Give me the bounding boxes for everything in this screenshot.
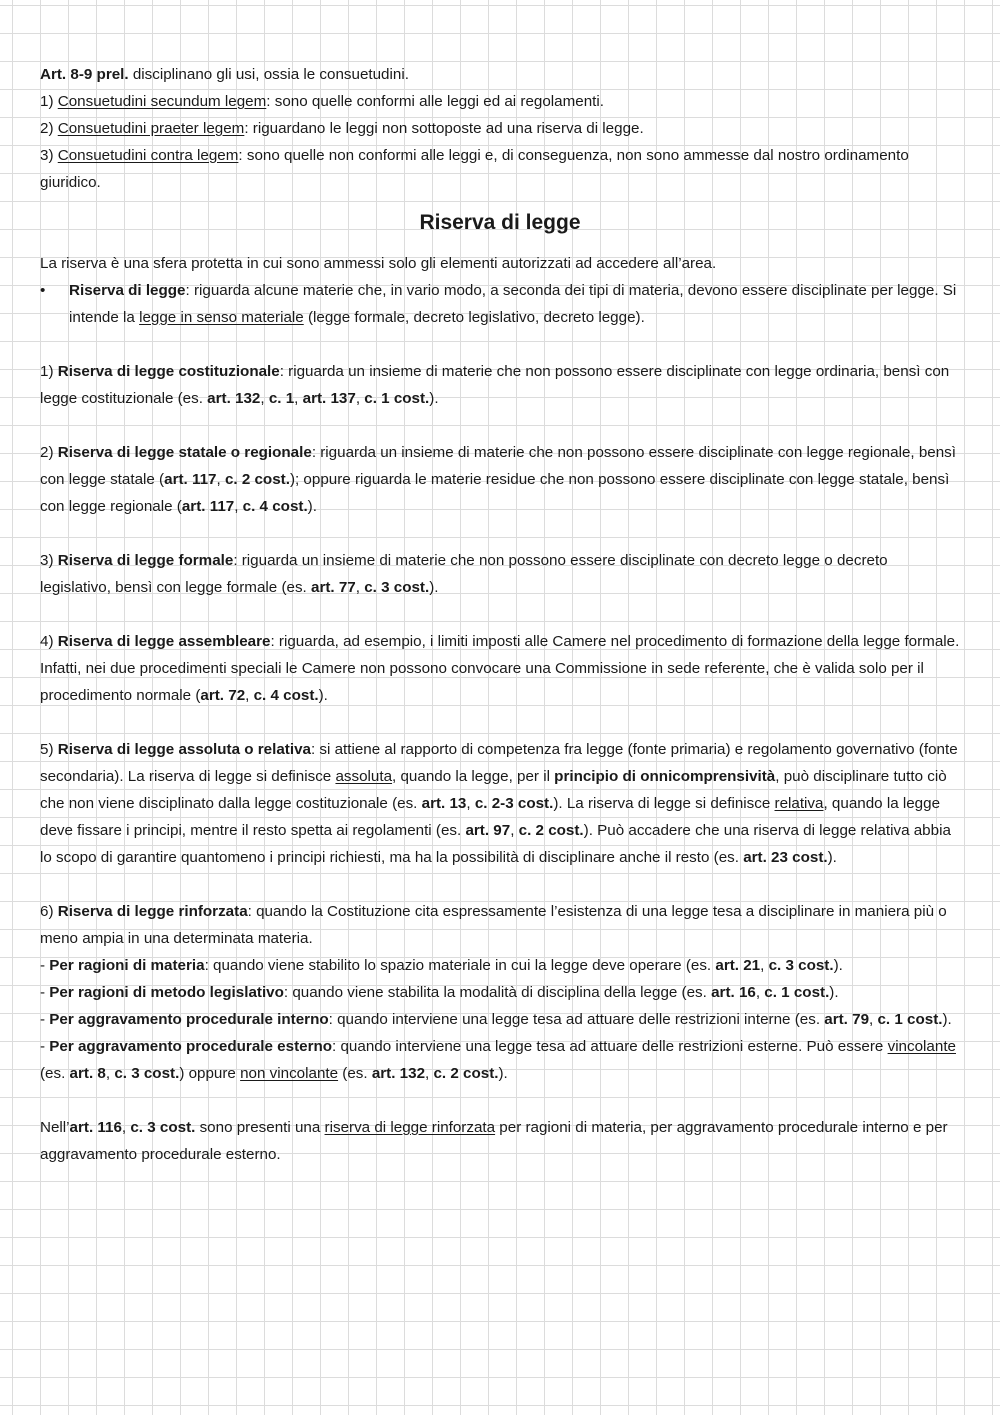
sep: ,: [760, 957, 769, 974]
text: : quando la Costituzione cita espressamente l’esistenza di una legge tesa a disciplinare in maniera più o meno ampia in una determinata materia.: [40, 903, 947, 947]
number: 2): [40, 120, 58, 137]
bullet-item-riserva: [40, 277, 960, 331]
text: (legge formale, decreto legislativo, decreto legge).: [303, 309, 645, 326]
term-underlined: vincolante: [887, 1038, 956, 1055]
text: ).: [829, 984, 839, 1001]
paragraph-definition: La riserva è una sfera protetta in cui sono ammessi solo gli elementi autorizzati ad accedere all’area.: [40, 255, 717, 272]
item-consuetudini-contra: [40, 142, 960, 196]
number: 6): [40, 903, 58, 920]
sep: ,: [355, 579, 365, 596]
dash: -: [40, 984, 50, 1001]
sub-item-materia: [40, 952, 960, 979]
sub-item-metodo: [40, 979, 960, 1006]
term-underlined: riserva di legge rinforzata: [324, 1119, 496, 1136]
text: : sono quelle conformi alle leggi ed ai regolamenti.: [266, 93, 604, 110]
item-consuetudini-secundum: [40, 88, 960, 115]
section-3-formale: [40, 547, 960, 601]
section-1-costituzionale: [40, 358, 960, 412]
sep: ,: [355, 390, 365, 407]
spacer: [40, 871, 960, 898]
ref: c. 2 cost.: [224, 471, 290, 488]
text: : quando interviene una legge tesa ad attuare delle restrizioni esterne. Può essere: [332, 1038, 888, 1055]
section-4-assembleare: [40, 628, 960, 709]
term-underlined: assoluta: [335, 768, 393, 785]
section-2-statale-regionale: [40, 439, 960, 520]
term: Riserva di legge assembleare: [57, 633, 271, 650]
text: ).: [942, 1011, 952, 1028]
term: Riserva di legge costituzionale: [57, 363, 280, 380]
text: : riguarda un insieme di materie che non possono essere disciplinate con legge regionale, bensì con legge statale (: [40, 444, 956, 488]
term: Riserva di legge formale: [57, 552, 234, 569]
term-underlined: relativa: [774, 795, 824, 812]
sep: ,: [510, 822, 519, 839]
ref: c. 1 cost.: [364, 390, 430, 407]
term: Per aggravamento procedurale esterno: [49, 1038, 333, 1055]
term: Riserva di legge rinforzata: [57, 903, 248, 920]
text: sono presenti una: [195, 1119, 325, 1136]
item-consuetudini-praeter: [40, 115, 960, 142]
sep: ,: [425, 1065, 434, 1082]
ref: art. 137: [302, 390, 356, 407]
sep: ,: [466, 795, 475, 812]
dash: -: [40, 957, 50, 974]
spacer: [40, 520, 960, 547]
term: Consuetudini secundum legem: [57, 93, 267, 110]
text: : riguarda alcune materie che, in vario modo, a seconda dei tipi di materia, devono essere disciplinate per legge. Si intende la: [69, 282, 957, 326]
ref: c. 2 cost.: [433, 1065, 499, 1082]
sep: ,: [294, 390, 303, 407]
number: 1): [40, 363, 58, 380]
ref: c. 4 cost.: [242, 498, 308, 515]
sep: ,: [216, 471, 225, 488]
document-page: [40, 61, 960, 1168]
ref: art. 23 cost.: [743, 849, 828, 866]
ref: art. 117: [164, 471, 217, 488]
ref: art. 97: [465, 822, 511, 839]
text: : riguardano le leggi non sottoposte ad una riserva di legge.: [244, 120, 644, 137]
spacer: [40, 412, 960, 439]
number: 2): [40, 444, 58, 461]
ref: art. 21: [715, 957, 761, 974]
text: ).: [429, 579, 439, 596]
ref: art. 116: [69, 1119, 122, 1136]
text: (es.: [338, 1065, 372, 1082]
sep: ,: [121, 1119, 131, 1136]
text: ).: [827, 849, 837, 866]
text: ).: [307, 498, 317, 515]
section-title: Riserva di legge: [419, 211, 581, 234]
number: 5): [40, 741, 58, 758]
sep: ,: [105, 1065, 115, 1082]
text: per ragioni di materia, per aggravamento procedurale interno e per aggravamento procedurale esterno.: [40, 1119, 948, 1163]
ref: c. 1: [268, 390, 295, 407]
sep: ,: [245, 687, 254, 704]
text: Nell’: [40, 1119, 70, 1136]
spacer: [40, 331, 960, 358]
text: : riguarda, ad esempio, i limiti imposti alle Camere nel procedimento di formazione della legge formale. Infatti, nei due procedimenti speciali le Camere non possono convocare una Commissione in sede referente, che è valida solo per il procedimento normale (: [40, 633, 960, 704]
ref: c. 3 cost.: [114, 1065, 180, 1082]
ref: art. 132: [371, 1065, 426, 1082]
text: : quando viene stabilita la modalità di disciplina della legge (es.: [283, 984, 712, 1001]
ref: art. 8: [69, 1065, 106, 1082]
term: Per ragioni di metodo legislativo: [49, 984, 284, 1001]
term-underlined: non vincolante: [240, 1065, 339, 1082]
text: : sono quelle non conformi alle leggi e, di conseguenza, non sono ammesse dal nostro ordinamento giuridico.: [40, 147, 909, 191]
ref: Art. 8-9 prel.: [40, 66, 129, 83]
paragraph-art-8-9: [40, 61, 960, 88]
ref: art. 132: [207, 390, 261, 407]
ref: art. 77: [311, 579, 356, 596]
ref: c. 2 cost.: [518, 822, 584, 839]
number: 3): [40, 147, 58, 164]
text: ).: [498, 1065, 508, 1082]
number: 1): [40, 93, 58, 110]
ref: c. 2-3 cost.: [474, 795, 554, 812]
text: : si attiene al rapporto di competenza fra legge (fonte primaria) e regolamento governativo (fonte secondaria). La riserva di legge si definisce: [40, 741, 958, 785]
term: principio di onnicomprensività: [554, 768, 776, 785]
sep: ,: [869, 1011, 878, 1028]
sep: ,: [260, 390, 269, 407]
dash: -: [40, 1011, 50, 1028]
sub-item-interno: [40, 1006, 960, 1033]
section-5-assoluta-relativa: [40, 736, 960, 871]
text: ).: [429, 390, 439, 407]
dash: -: [40, 1038, 50, 1055]
text: , quando la legge, per il: [392, 768, 555, 785]
text: , quando la legge deve fissare i principi, mentre il resto spetta ai regolamenti (es.: [40, 795, 941, 839]
bullet-icon: •: [40, 282, 46, 299]
ref: art. 16: [711, 984, 756, 1001]
ref: c. 4 cost.: [253, 687, 319, 704]
text: ). La riserva di legge si definisce: [553, 795, 775, 812]
text: : quando interviene una legge tesa ad attuare delle restrizioni interne (es.: [328, 1011, 825, 1028]
text: ).: [318, 687, 328, 704]
ref: art. 79: [824, 1011, 870, 1028]
text: ); oppure riguarda le materie residue che non possono essere disciplinate con legge statale, bensì con legge regionale (: [40, 471, 950, 515]
text: : riguarda un insieme di materie che non possono essere disciplinate con legge ordinaria, bensì con legge costituzionale (es.: [40, 363, 950, 407]
ref: c. 3 cost.: [130, 1119, 196, 1136]
ref: c. 1 cost.: [764, 984, 830, 1001]
spacer: [40, 709, 960, 736]
number: 4): [40, 633, 58, 650]
term: Riserva di legge assoluta o relativa: [57, 741, 311, 758]
ref: c. 3 cost.: [768, 957, 834, 974]
text: : quando viene stabilito lo spazio materiale in cui la legge deve operare (es.: [204, 957, 716, 974]
ref: art. 117: [181, 498, 235, 515]
ref: c. 1 cost.: [877, 1011, 943, 1028]
sub-item-esterno: [40, 1033, 960, 1087]
sep: ,: [234, 498, 243, 515]
text: : riguarda un insieme di materie che non possono essere disciplinate con decreto legge o decreto legislativo, bensì con legge formale (es.: [40, 552, 888, 596]
text: disciplinano gli usi, ossia le consuetudini.: [128, 66, 409, 83]
term: Consuetudini praeter legem: [57, 120, 245, 137]
text: ). Può accadere che una riserva di legge relativa abbia lo scopo di garantire quantomeno i principi richiesti, ma ha la possibilità di disciplinare anche il resto (es.: [40, 822, 951, 866]
term: Per ragioni di materia: [49, 957, 205, 974]
text: (es.: [40, 1065, 70, 1082]
spacer: [40, 601, 960, 628]
sep: ,: [755, 984, 765, 1001]
term: Riserva di legge statale o regionale: [57, 444, 312, 461]
ref: c. 3 cost.: [364, 579, 430, 596]
ref: art. 13: [421, 795, 467, 812]
text: ) oppure: [179, 1065, 241, 1082]
spacer: [40, 1087, 960, 1114]
ref: art. 72: [200, 687, 246, 704]
text: , può disciplinare tutto ciò che non viene disciplinato dalla legge costituzionale (es.: [40, 768, 947, 812]
number: 3): [40, 552, 58, 569]
term-underlined: legge in senso materiale: [139, 309, 304, 326]
term: Riserva di legge: [69, 282, 186, 299]
text: ).: [833, 957, 843, 974]
term: Consuetudini contra legem: [57, 147, 239, 164]
paragraph-art-116: [40, 1114, 960, 1168]
term: Per aggravamento procedurale interno: [49, 1011, 329, 1028]
section-6-rinforzata: [40, 898, 960, 952]
